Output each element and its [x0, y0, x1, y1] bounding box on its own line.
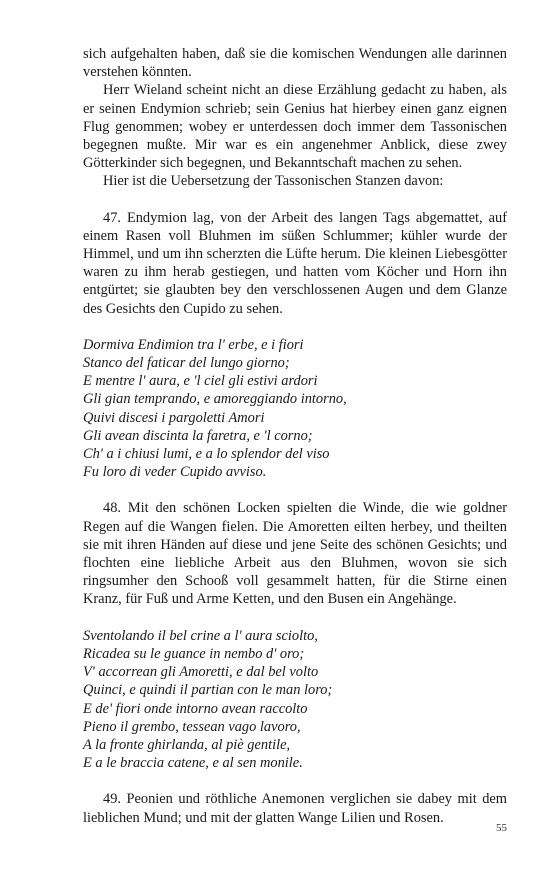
verse-line: V' accorrean gli Amoretti, e dal bel volto	[83, 664, 319, 681]
verse-line: A la fronte ghirlanda, al piè gentile,	[83, 736, 291, 753]
verse-line: E a le braccia catene, e al sen monile.	[83, 755, 303, 772]
verse-line: Sventolando il bel crine a l' aura sciolto,	[83, 627, 318, 644]
paragraph-continuation: sich aufgehalten haben, daß sie die komischen Wendungen alle darinnen verstehen könnten.	[83, 46, 507, 81]
verse-line: Pieno il grembo, tessean vago lavoro,	[83, 718, 301, 735]
paragraph-wieland: Herr Wieland scheint nicht an diese Erzählung gedacht zu haben, als er seinen Endymion schrieb; sein Genius hat hierbey einen ganz eignen Flug genommen; wobey er unterdessen doch immer dem Tassonischen begegnen mußte. Mir war es ein angenehmer Anblick, diese zwey Götterkinder sich begegnen, und Bekanntschaft machen zu sehen.	[83, 82, 507, 172]
verse-line: Gli gian temprando, e amoreggiando intorno,	[83, 391, 347, 408]
verse-line: Quinci, e quindi il partian con le man loro;	[83, 682, 333, 699]
verse-line: Quivi discesi i pargoletti Amori	[83, 409, 265, 426]
verse-line: Ch' a i chiusi lumi, e a lo splendor del viso	[83, 446, 330, 463]
verse-line: E mentre l' aura, e 'l ciel gli estivi ardori	[83, 373, 318, 390]
verse-line: Fu loro di veder Cupido avviso.	[83, 464, 267, 481]
verse-line: Dormiva Endimion tra l' erbe, e i fiori	[83, 336, 304, 353]
verse-line: Gli avean discinta la faretra, e 'l corno;	[83, 427, 313, 444]
stanza-49-prose: 49. Peonien und röthliche Anemonen verglichen sie dabey mit dem lieblichen Mund; und mit der glatten Wange Lilien und Rosen.	[83, 791, 507, 826]
stanza-48-prose: 48. Mit den schönen Locken spielten die Winde, die wie goldner Regen auf die Wangen fielen. Die Amoretten eilten herbey, und theilten sie mit ihren Händen auf diese und jene Seite des schönen Gesichts; und flochten eine liebliche Arbeit aus den Bluhmen, wovon sie sich ringsumher den Schooß voll gesammelt hatten, für die Stirne einen Kranz, für Fuß und Arme Ketten, und den Busen ein Angehänge.	[83, 500, 507, 608]
stanza-47-verse	[83, 336, 507, 482]
verse-line: E de' fiori onde intorno avean raccolto	[83, 700, 308, 717]
page-number: 55	[496, 822, 507, 834]
verse-line: Stanco del faticar del lungo giorno;	[83, 355, 290, 372]
body-text	[83, 45, 507, 827]
verse-line: Ricadea su le guance in nembo d' oro;	[83, 645, 305, 662]
paragraph-translation-intro: Hier ist die Uebersetzung der Tassonischen Stanzen davon:	[103, 173, 444, 190]
stanza-47-prose: 47. Endymion lag, von der Arbeit des langen Tags abgemattet, auf einem Rasen voll Bluhmen im süßen Schlummer; kühler wurde der Himmel, und um ihn scherzten die Lüfte herum. Die kleinen Liebesgötter waren zu ihm herab gestiegen, und hatten vom Köcher und Horn ihn entgürtet; sie glaubten bey den verschlossenen Augen und dem Glanze des Gesichts den Cupido zu sehen.	[83, 209, 507, 317]
stanza-48-verse	[83, 627, 507, 773]
